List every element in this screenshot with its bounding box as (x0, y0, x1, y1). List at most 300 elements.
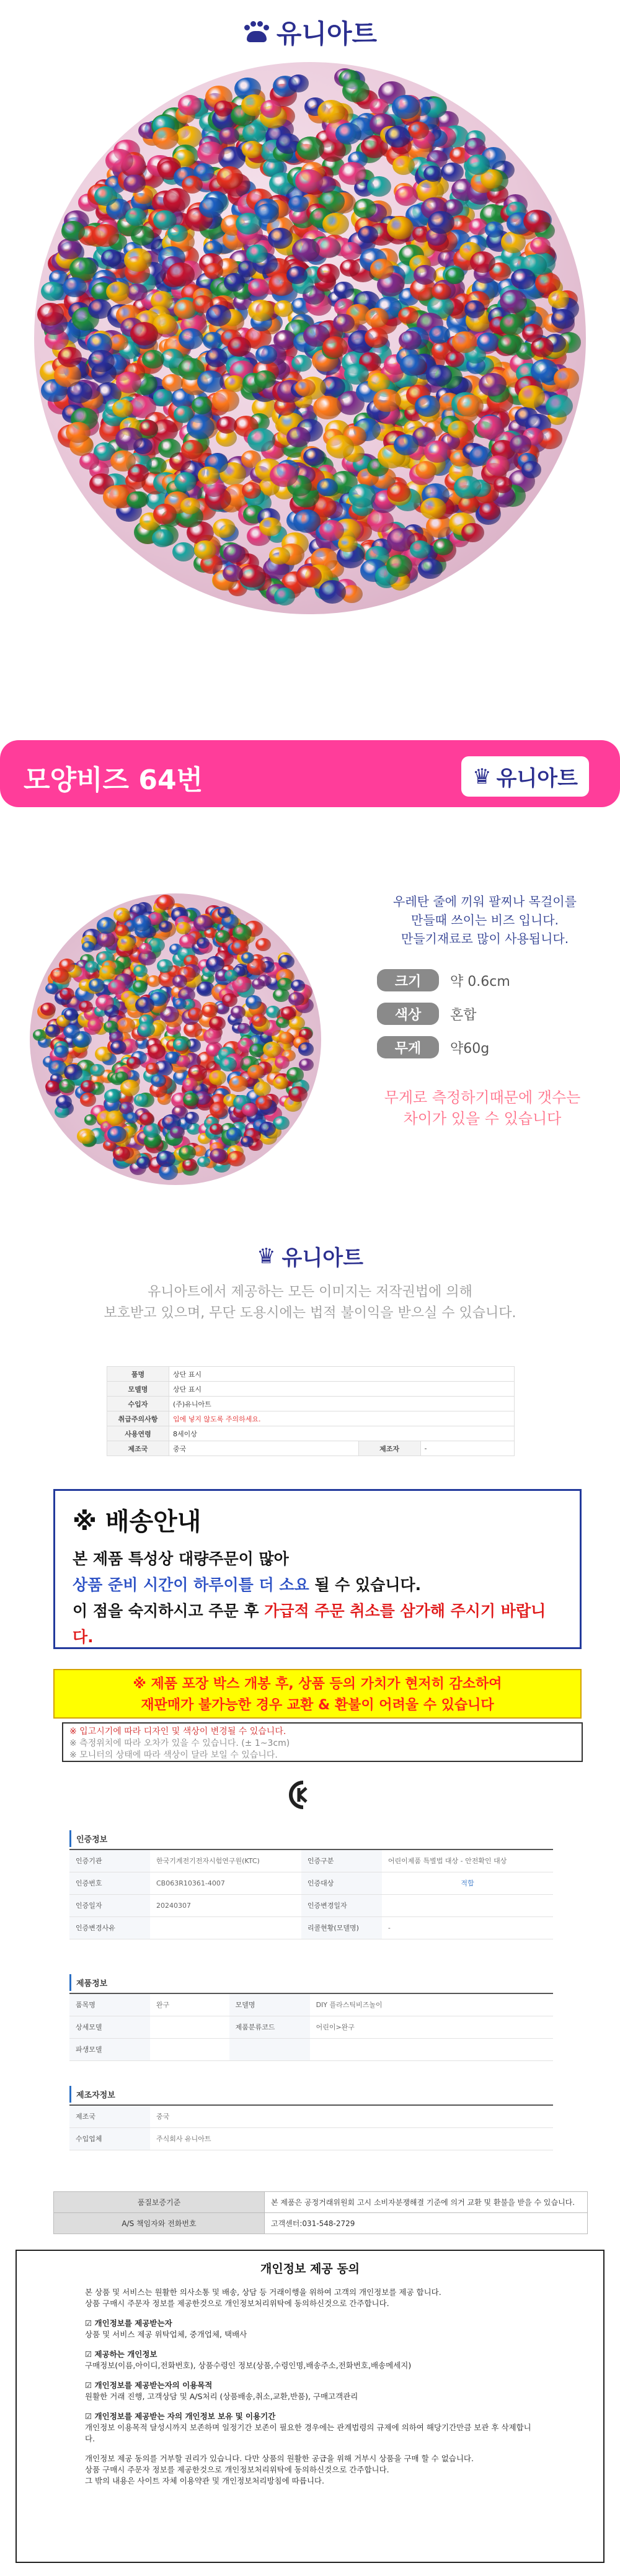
bead (199, 197, 224, 218)
shipping-text: 될 수 있습니다. (309, 1576, 422, 1594)
bead (115, 427, 142, 450)
warning-line: ※ 모니터의 상태에 따라 색상이 달라 보일 수 있습니다. (69, 1750, 278, 1760)
bead (174, 300, 196, 319)
maker-info-table (69, 2104, 553, 2150)
table-row (107, 1441, 515, 1456)
bead (153, 210, 177, 230)
table-header-cell: 취급주의사항 (107, 1411, 169, 1426)
bead (205, 348, 228, 367)
bead (58, 347, 82, 367)
bead (385, 126, 410, 148)
table-cell (150, 2016, 229, 2038)
product-title-banner (0, 740, 620, 807)
bead (218, 906, 231, 918)
bead (259, 517, 281, 536)
bead (373, 389, 401, 413)
bead (530, 237, 551, 254)
bead (288, 1086, 307, 1102)
table-row (69, 2016, 553, 2038)
bead (255, 938, 271, 951)
bead (269, 547, 290, 565)
bead (106, 1111, 123, 1125)
bead (477, 416, 504, 439)
privacy-line: 본 상품 및 서비스는 원활한 의사소통 및 배송, 상담 등 거래이행을 위하여 고객의 개인정보를 제공 합니다. (85, 2288, 441, 2297)
table-cell: 입에 넣지 않도록 주의하세요. (169, 1411, 515, 1426)
bead (464, 300, 485, 318)
bead (477, 333, 499, 352)
bead (120, 1080, 140, 1096)
bead (270, 463, 298, 488)
bead (219, 127, 239, 145)
bead (188, 1008, 203, 1020)
table-header-cell: 인증대상 (301, 1872, 382, 1894)
bead (313, 396, 341, 420)
bead (367, 176, 391, 197)
shipping-line (73, 1598, 562, 1650)
kc-mark-text: KC (321, 1774, 322, 1775)
bead (466, 154, 490, 174)
shipping-notice (53, 1489, 582, 1649)
table-header-cell: 인증일자 (69, 1894, 150, 1916)
bead (99, 965, 115, 979)
bead (64, 1009, 78, 1021)
bead (197, 370, 224, 393)
table-header-cell: 제조국 (107, 1441, 169, 1456)
table-cell (150, 1916, 301, 1939)
bead (173, 1039, 187, 1051)
table-header-cell: 인증구분 (301, 1849, 382, 1872)
bead (398, 307, 418, 324)
bead (204, 263, 223, 279)
return-policy-notice (53, 1669, 582, 1719)
bead (140, 1112, 154, 1125)
copyright-line: 보호받고 있으며, 무단 도용시에는 법적 불이익을 받으실 수 있습니다. (104, 1305, 516, 1321)
bead (339, 162, 366, 186)
bead (452, 331, 477, 352)
bead (159, 921, 172, 932)
bead (278, 955, 294, 968)
bead (295, 169, 322, 193)
copyright-logo-text: 유니아트 (281, 1246, 363, 1271)
table-row (69, 1872, 553, 1894)
certification-table (69, 1849, 553, 1939)
bead (106, 282, 130, 302)
bead (224, 970, 238, 982)
bead (335, 123, 361, 145)
warning-line: ※ 측정위치에 따라 오차가 있을 수 있습니다. (± 1~3cm) (69, 1738, 290, 1748)
privacy-section-head: ☑ 개인정보를 제공받는자 (85, 2319, 172, 2328)
bead (167, 262, 195, 286)
bead (80, 1093, 96, 1106)
bead (418, 558, 442, 579)
table-header-cell: 사용연령 (107, 1426, 169, 1441)
bead (293, 509, 321, 533)
spec-label: 색상 (377, 1003, 439, 1025)
logo-mark-icon (243, 21, 270, 43)
table-cell: DIY 플라스틱비즈놀이 (310, 1993, 553, 2016)
bead (298, 1042, 314, 1056)
bead (84, 1114, 97, 1125)
bead (275, 1056, 290, 1069)
bead (146, 1063, 159, 1074)
bead (457, 395, 484, 417)
table-header-cell: 품목명 (69, 1993, 150, 2016)
bead (101, 249, 121, 267)
bead (342, 79, 370, 102)
bead (153, 127, 179, 150)
bead (153, 389, 173, 406)
table-header-cell: 수입자 (107, 1397, 169, 1411)
bead (461, 523, 484, 542)
bead (548, 290, 569, 308)
bead (326, 435, 354, 458)
bead (212, 389, 239, 412)
bead (274, 588, 295, 606)
bead (408, 122, 428, 139)
bead (138, 1022, 155, 1037)
table-row (107, 1382, 515, 1397)
spec-label: 무게 (377, 1036, 439, 1058)
bead (428, 211, 454, 233)
bead (33, 1029, 46, 1040)
bead (255, 1096, 272, 1110)
bead (518, 385, 546, 408)
bead (291, 355, 312, 372)
bead (152, 529, 174, 547)
bead (110, 1040, 126, 1054)
privacy-section-body: 상품 및 서비스 제공 위탁업체, 중개업체, 택배사 (85, 2330, 247, 2339)
bead (333, 314, 354, 332)
bead (358, 226, 378, 243)
bead (251, 1014, 267, 1027)
description-line: 만들기재료로 많이 사용됩니다. (401, 931, 569, 946)
bead (163, 188, 190, 212)
bead (500, 290, 527, 313)
table-cell: - (382, 1916, 553, 1939)
bead (81, 1080, 95, 1093)
bead (181, 440, 203, 459)
bead (370, 259, 394, 279)
bead (521, 461, 541, 478)
bead (126, 1057, 141, 1069)
bead (340, 242, 361, 260)
bead (87, 1018, 102, 1031)
table-header-cell: 상세모델 (69, 2016, 150, 2038)
bead (554, 368, 579, 389)
bead (45, 983, 58, 995)
spec-weight (377, 1036, 489, 1058)
table-header-cell: 인증변경일자 (301, 1894, 382, 1916)
bead (546, 395, 573, 418)
bead (61, 221, 86, 241)
bead (219, 1057, 236, 1071)
table-header-cell: 리콜현황(모델명) (301, 1916, 382, 1939)
bead (63, 277, 86, 298)
bead (242, 482, 261, 499)
bead (522, 324, 543, 342)
bead (288, 195, 309, 213)
table-cell: 중국 (169, 1441, 359, 1456)
description-line: 만들때 쓰이는 비즈 입니다. (411, 913, 559, 928)
privacy-section-head: ☑ 개인정보를 제공받는자의 이용목적 (85, 2381, 213, 2390)
table-cell (150, 2038, 229, 2060)
spec-label: 크기 (377, 969, 439, 991)
copyright-logo (0, 1241, 620, 1271)
bead (194, 540, 216, 559)
table-header-cell: A/S 책임자와 전화번호 (54, 2213, 265, 2234)
bead (110, 450, 135, 472)
bead (151, 1075, 166, 1087)
bead (317, 264, 340, 283)
table-header-cell: 품질보증기준 (54, 2192, 265, 2213)
bead (210, 1148, 226, 1163)
table-row (69, 1993, 553, 2016)
bead (414, 265, 436, 285)
bead (259, 1122, 276, 1136)
bead (178, 95, 202, 115)
bead (179, 1145, 196, 1160)
bead (139, 943, 152, 954)
table-header-cell: 인증기관 (69, 1849, 150, 1872)
bead (247, 428, 275, 452)
bead (50, 968, 68, 983)
note-line: 차이가 있을 수 있습니다 (403, 1110, 562, 1127)
privacy-section-body: 원활한 거래 진행, 고객상담 및 A/S처리 (상품배송,취소,교환,반품), 구매고객관리 (85, 2392, 358, 2401)
bead (252, 978, 265, 990)
bead (410, 540, 431, 558)
bead (210, 1124, 223, 1135)
bead (215, 930, 230, 943)
bead (317, 100, 345, 123)
bead (203, 1029, 221, 1044)
bead (338, 536, 357, 553)
bead (231, 1006, 246, 1019)
table-cell: 중국 (150, 2105, 553, 2127)
bead (147, 975, 161, 987)
bead (104, 1021, 118, 1033)
bead (277, 978, 293, 991)
bead (156, 895, 174, 910)
bead (400, 354, 426, 376)
bead (242, 141, 263, 159)
table-cell: 완구 (150, 1993, 229, 2016)
bead (209, 1070, 226, 1085)
table-cell: - (420, 1441, 514, 1456)
table-header-cell: 파생모델 (69, 2038, 150, 2060)
bead (90, 1064, 104, 1076)
bead (454, 476, 481, 499)
table-row (69, 2127, 553, 2150)
bead (441, 163, 464, 182)
bead (54, 1045, 69, 1058)
bead (344, 364, 369, 385)
bead (242, 123, 266, 143)
bead (415, 395, 440, 417)
bead (156, 1151, 175, 1167)
notice-line: ※ 제품 포장 박스 개봉 후, 상품 등의 가치가 현저히 감소하여 (133, 1676, 502, 1692)
privacy-line: 상품 구매시 주문자 정보를 제공한것으로 개인정보처리위탁에 동의하신것으로 간주합니다. (85, 2299, 389, 2308)
bead (288, 992, 304, 1006)
bead (279, 1032, 293, 1044)
product-info-title: 제품정보 (69, 1974, 107, 1991)
bead (130, 322, 158, 346)
shipping-highlight: 상품 준비 시간이 하루이틀 더 소요 (73, 1576, 309, 1594)
bead (470, 251, 495, 273)
table-header-cell: 제조국 (69, 2105, 150, 2127)
privacy-title: 개인정보 제공 동의 (260, 2262, 360, 2276)
bead (172, 975, 187, 988)
kc-certification-icon (290, 1774, 322, 1809)
bead (319, 580, 346, 604)
brand-logo-text: 유니아트 (276, 19, 378, 49)
table-cell: (주)유니아트 (169, 1397, 515, 1411)
bead (274, 300, 294, 317)
table-cell: 어린이>완구 (310, 2016, 553, 2038)
spec-value: 혼합 (450, 1007, 477, 1023)
bead (322, 336, 348, 358)
bead (104, 1089, 120, 1103)
spec-value: 약60g (450, 1040, 490, 1057)
bead (37, 303, 64, 326)
bead (59, 1079, 76, 1093)
privacy-section-body: 구매정보(이름,아이디,전화번호), 상품수령인 정보(상품,수령인명,배송주소,전화번호,배송메세지) (85, 2361, 412, 2370)
maker-info-title: 제조자정보 (69, 2086, 115, 2103)
weight-note (371, 1087, 594, 1129)
bead (370, 99, 389, 115)
bead (254, 370, 276, 388)
bead (448, 421, 468, 438)
bead (424, 441, 451, 463)
bead (56, 1095, 72, 1109)
bead (226, 1127, 242, 1140)
bead (365, 328, 388, 347)
bead (392, 95, 420, 119)
bead (420, 498, 446, 519)
product-description (379, 892, 590, 948)
table-cell (310, 2038, 553, 2060)
bead (485, 221, 503, 238)
bead (222, 993, 237, 1007)
bead (286, 427, 311, 447)
bead (266, 1006, 281, 1018)
bead (63, 1025, 80, 1039)
bead (239, 565, 266, 588)
bead (209, 1016, 226, 1031)
bead (198, 467, 219, 485)
bead (125, 208, 146, 226)
product-spec-table (107, 1366, 515, 1456)
table-row (107, 1411, 515, 1426)
bead (286, 1067, 304, 1083)
beads-bowl-photo (34, 62, 586, 614)
bead (241, 1136, 254, 1147)
bead (130, 396, 156, 418)
bead (247, 1065, 264, 1079)
table-row (107, 1426, 515, 1441)
bead (432, 284, 451, 300)
table-row (54, 2192, 588, 2213)
bead (203, 332, 223, 349)
bead (117, 936, 135, 952)
bead (486, 455, 510, 476)
bead (210, 1102, 228, 1117)
shipping-title: ※ 배송안내 (73, 1508, 202, 1536)
logo-mark-icon: ♛ (472, 764, 492, 789)
bead (523, 210, 551, 233)
privacy-section-body: 개인정보 이용목적 달성시까지 보존하며 일정기간 보존이 필요한 경우에는 관계법령의 규제에 의하여 해당기간만큼 보관 후 삭제합니다. (85, 2423, 531, 2443)
bead (229, 1076, 247, 1092)
bead (153, 504, 177, 524)
bead (60, 988, 74, 1000)
table-cell: 주식회사 유니아트 (150, 2127, 553, 2150)
copyright-line: 유니아트에서 제공하는 모든 이미지는 저작권법에 의해 (148, 1284, 472, 1300)
table-header-cell: 품명 (107, 1367, 169, 1382)
table-header-cell: 모델명 (229, 1993, 310, 2016)
privacy-line: 그 밖의 내용은 사이트 자체 이용약관 및 개인정보처리방침에 따릅니다. (85, 2476, 324, 2485)
bead (197, 937, 210, 949)
table-header-cell: 모델명 (107, 1382, 169, 1397)
bead (172, 542, 195, 561)
table-row (69, 2038, 553, 2060)
warning-line: ※ 입고시기에 따라 디자인 및 색상이 변경될 수 있습니다. (69, 1727, 286, 1737)
product-info-table (69, 1993, 553, 2061)
table-row (69, 1916, 553, 1939)
table-row (107, 1397, 515, 1411)
privacy-section-head: ☑ 제공하는 개인정보 (85, 2350, 157, 2359)
table-row (69, 1894, 553, 1916)
bead (148, 1044, 166, 1059)
bead (394, 434, 418, 455)
bead (511, 269, 536, 290)
table-cell: 8세이상 (169, 1426, 515, 1441)
table-header-cell: 제품분류코드 (229, 2016, 310, 2038)
bead (142, 350, 164, 369)
bead (429, 326, 450, 344)
bead (216, 416, 237, 434)
privacy-line: 상품 구매시 주문자 정보를 제공한것으로 개인정보처리위탁에 동의하신것으로 간주합니다. (85, 2465, 389, 2474)
table-header-cell: 인증번호 (69, 1872, 150, 1894)
bead (286, 266, 308, 284)
banner-logo-text: 유니아트 (496, 766, 578, 791)
bead (260, 100, 281, 118)
privacy-line: 개인정보 제공 동의를 거부할 권리가 있습니다. 다만 상품의 원활한 공급을 위해 거부시 상품을 구매 할 수 없습니다. (85, 2454, 474, 2463)
bead (41, 282, 64, 301)
note-line: 무게로 측정하기때문에 갯수는 (384, 1089, 581, 1106)
table-header-cell: 인증변경사유 (69, 1916, 150, 1939)
bead (94, 186, 117, 206)
table-cell: 한국기계전기전자시험연구원(KTC) (150, 1849, 301, 1872)
product-title: 모양비즈 64번 (24, 764, 203, 796)
table-cell (382, 1894, 553, 1916)
table-cell: 20240307 (150, 1894, 301, 1916)
bead (223, 565, 243, 582)
bead (58, 238, 82, 259)
certification-title: 인증정보 (69, 1830, 107, 1847)
table-header-cell: 제조자 (358, 1441, 420, 1456)
bead (296, 136, 324, 160)
bead (288, 74, 309, 92)
bead (103, 485, 130, 509)
shipping-line: 본 제품 특성상 대량주문이 많아 (73, 1550, 289, 1568)
bead (187, 416, 215, 439)
bead (500, 314, 525, 336)
table-header-cell (229, 2038, 310, 2060)
bead (162, 374, 183, 392)
bead (45, 1024, 61, 1037)
bead (268, 228, 293, 249)
table-header-cell: 수입업체 (69, 2127, 150, 2150)
brand-logo (0, 14, 620, 51)
